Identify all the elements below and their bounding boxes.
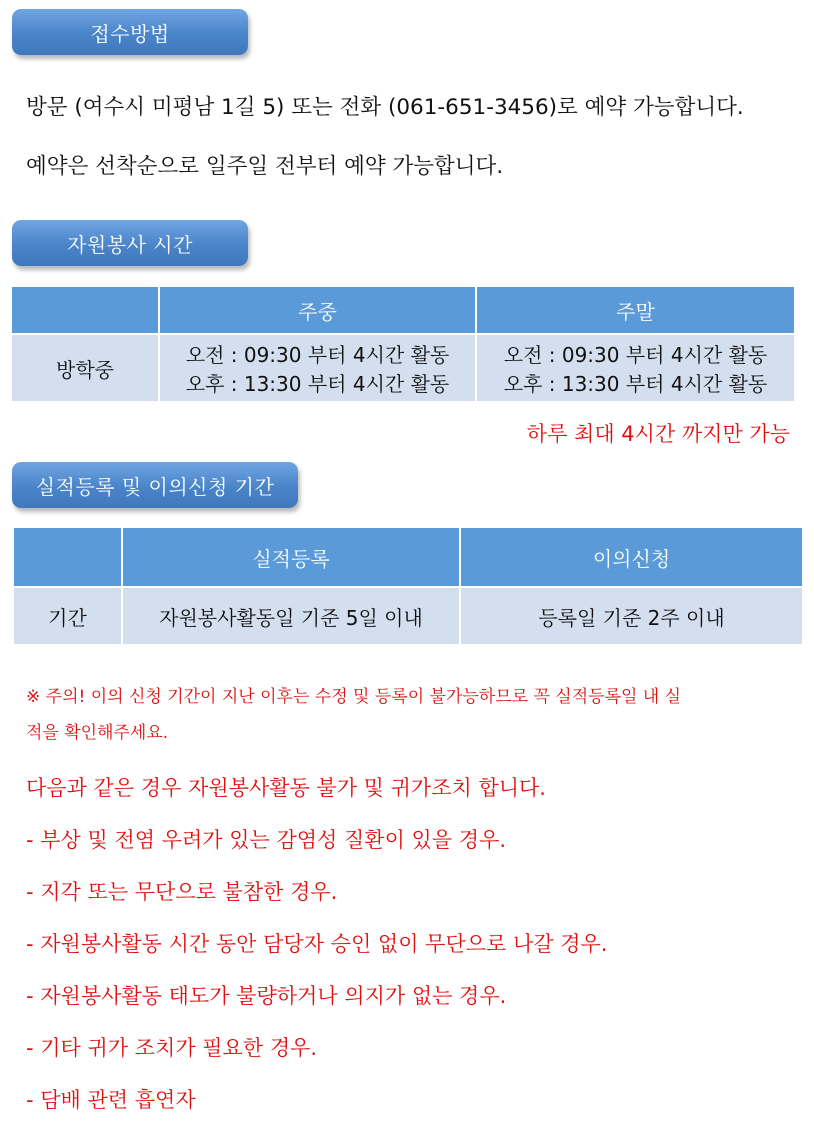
rule-item-4: - 자원봉사활동 태도가 불량하거나 의지가 없는 경우.: [26, 984, 507, 1008]
hours-row: [12, 335, 794, 401]
records-header-appeal: 이의신청: [461, 528, 802, 586]
hours-header-weekend: 주말: [477, 287, 794, 333]
weekend-morning: 오전 : 09:30 부터 4시간 활동: [503, 343, 768, 367]
notice-line-1: ※ 주의! 이의 신청 기간이 지난 이후는 수정 및 등록이 불가능하므로 꼭 실적등록일 내 실: [26, 687, 682, 707]
notice-line-2: 적을 확인해주세요.: [26, 723, 169, 743]
section-title-records: 실적등록 및 이의신청 기간: [12, 462, 298, 508]
records-header-registration: 실적등록: [123, 528, 459, 586]
hours-limit-note: 하루 최대 4시간 까지만 가능: [526, 422, 790, 446]
rule-item-5: - 기타 귀가 조치가 필요한 경우.: [26, 1036, 318, 1060]
hours-header-row: [12, 287, 794, 333]
records-header-row: [14, 528, 802, 586]
weekday-afternoon: 오후 : 13:30 부터 4시간 활동: [185, 372, 450, 396]
rule-item-3: - 자원봉사활동 시간 동안 담당자 승인 없이 무단으로 나갈 경우.: [26, 932, 608, 956]
hours-row-label: 방학중: [12, 335, 158, 401]
hours-weekday-cell: [160, 335, 475, 401]
records-header-blank: [14, 528, 121, 586]
section-title-reception: 접수방법: [12, 9, 248, 55]
reception-line-2: 예약은 선착순으로 일주일 전부터 예약 가능합니다.: [26, 154, 504, 179]
rule-item-2: - 지각 또는 무단으로 불참한 경우.: [26, 880, 338, 904]
records-registration-period: 자원봉사활동일 기준 5일 이내: [123, 588, 459, 644]
hours-table: [10, 285, 796, 403]
rule-item-6: - 담배 관련 흡연자: [26, 1088, 196, 1112]
records-appeal-period: 등록일 기준 2주 이내: [461, 588, 802, 644]
hours-header-blank: [12, 287, 158, 333]
rules-heading: 다음과 같은 경우 자원봉사활동 불가 및 귀가조치 합니다.: [26, 776, 546, 800]
hours-header-weekday: 주중: [160, 287, 475, 333]
weekday-morning: 오전 : 09:30 부터 4시간 활동: [185, 343, 450, 367]
records-row: [14, 588, 802, 644]
rule-item-1: - 부상 및 전염 우려가 있는 감염성 질환이 있을 경우.: [26, 828, 507, 852]
weekend-afternoon: 오후 : 13:30 부터 4시간 활동: [503, 372, 768, 396]
reception-line-1: 방문 (여수시 미평남 1길 5) 또는 전화 (061-651-3456)로 예약 가능합니다.: [26, 95, 744, 120]
hours-weekend-cell: [477, 335, 794, 401]
section-title-hours: 자원봉사 시간: [12, 220, 248, 266]
records-table: [12, 526, 804, 646]
records-row-label: 기간: [14, 588, 121, 644]
